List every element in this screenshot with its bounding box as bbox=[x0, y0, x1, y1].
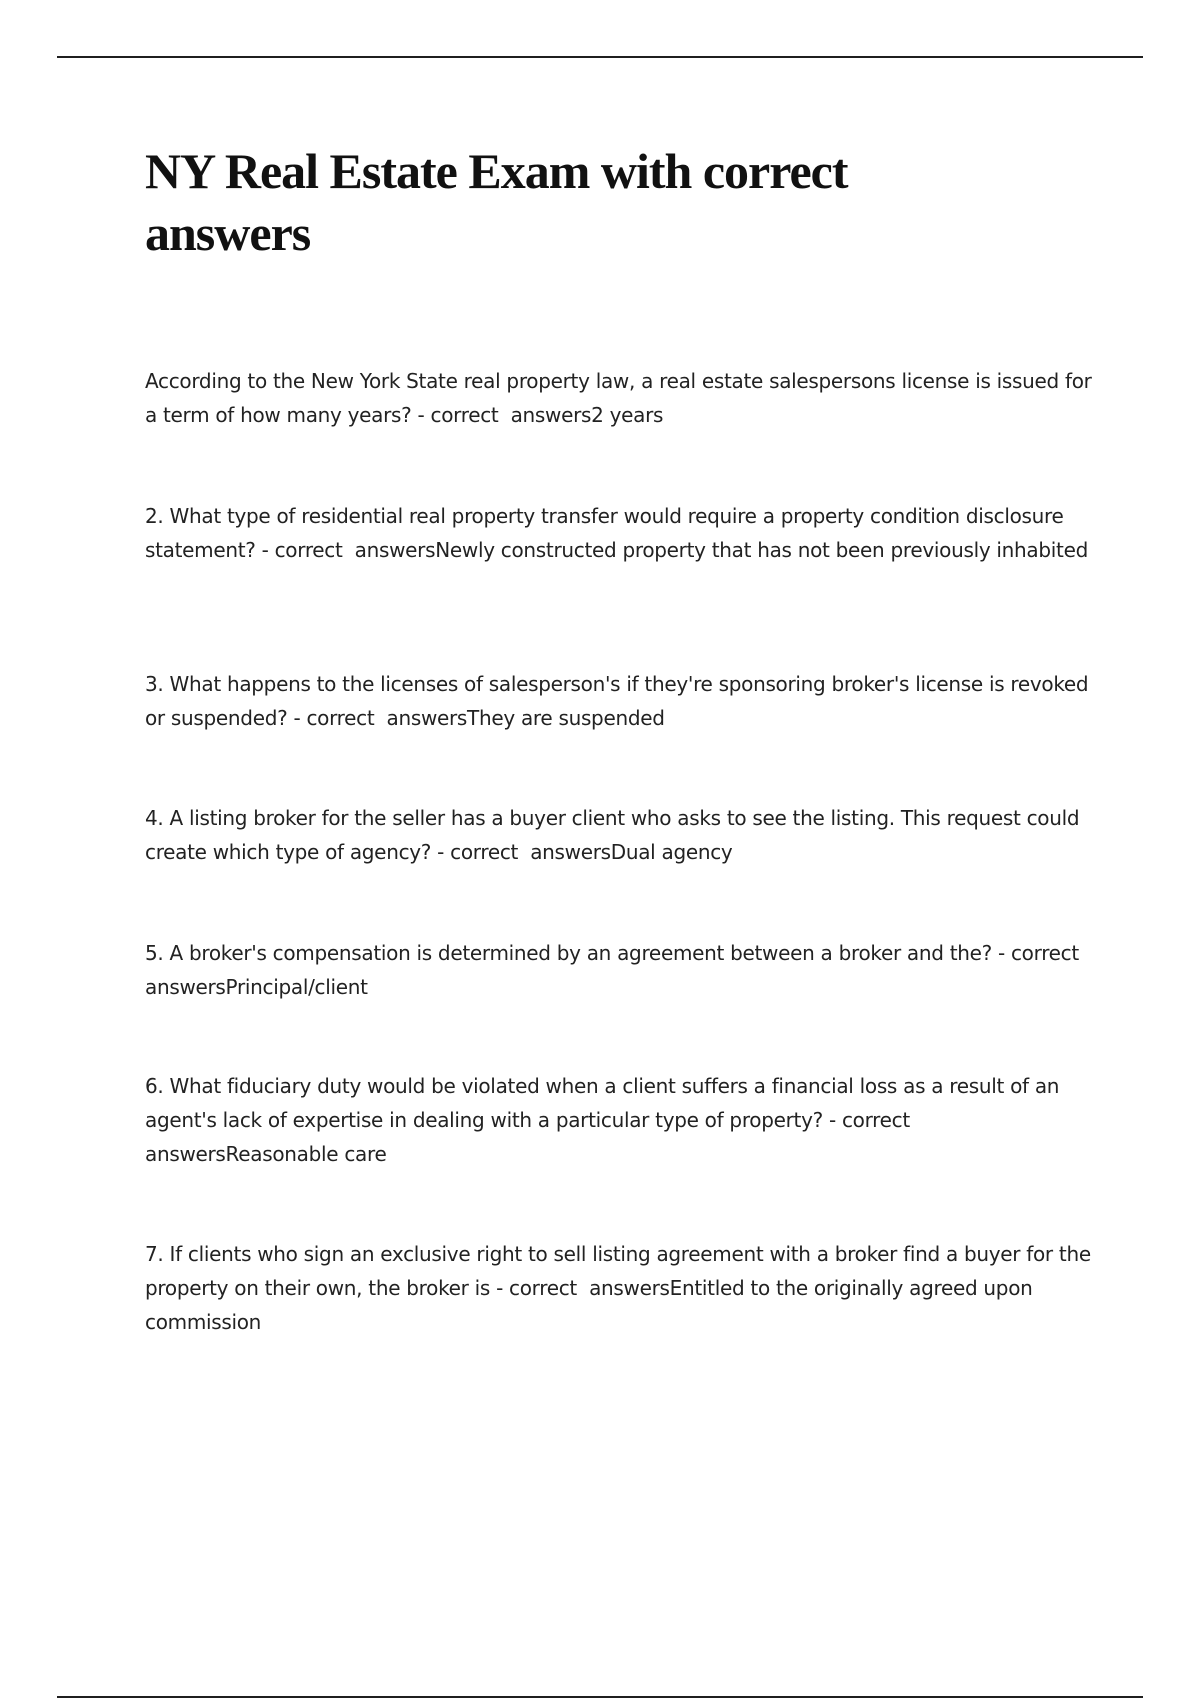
question-7: 7. If clients who sign an exclusive right to sell listing agreement with a broker find a buyer for the property on their own, the broker is - correct answersEntitled to the originally agreed upon commission bbox=[145, 1242, 1097, 1334]
question-2: 2. What type of residential real property transfer would require a property condition disclosure statement? - correct answersNewly constructed property that has not been previously inhabited bbox=[145, 504, 1088, 562]
question-1: According to the New York State real property law, a real estate salespersons license is issued for a term of how many years? - correct answers2 years bbox=[145, 369, 1098, 427]
document-title: NY Real Estate Exam with correct answers bbox=[145, 143, 848, 261]
question-6: 6. What fiduciary duty would be violated when a client suffers a financial loss as a result of an agent's lack of expertise in dealing with a particular type of property? - correct answersReasonable care bbox=[145, 1074, 1066, 1166]
header-rule bbox=[57, 56, 1143, 58]
question-5: 5. A broker's compensation is determined by an agreement between a broker and the? - correct answersPrincipal/client bbox=[145, 941, 1092, 999]
footer-rule bbox=[57, 1696, 1143, 1698]
question-3: 3. What happens to the licenses of salesperson's if they're sponsoring broker's license is revoked or suspended? - correct answersThey are suspended bbox=[145, 672, 1095, 730]
question-4: 4. A listing broker for the seller has a buyer client who asks to see the listing. This request could create which type of agency? - correct answersDual agency bbox=[145, 806, 1086, 864]
